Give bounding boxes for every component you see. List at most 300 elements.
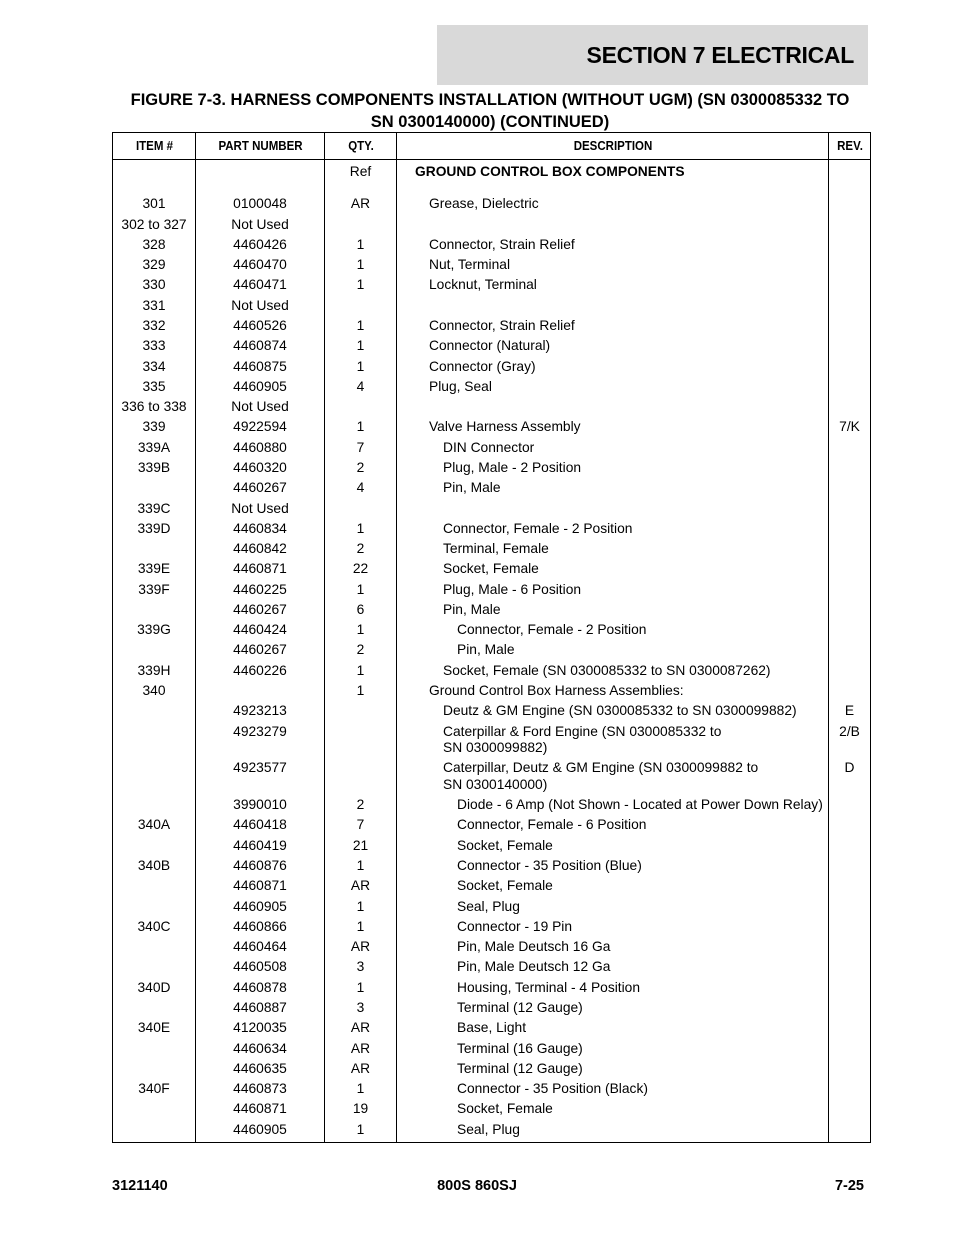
figure-title-line-2: SN 0300140000) (CONTINUED) bbox=[370, 113, 610, 131]
qty-cell: 7 bbox=[325, 816, 397, 836]
rev-cell bbox=[829, 194, 871, 214]
rev-cell bbox=[829, 377, 871, 397]
qty-cell: 7 bbox=[325, 438, 397, 458]
qty-cell: 1 bbox=[325, 519, 397, 539]
part-number-cell: 4923279 bbox=[196, 722, 325, 759]
description-text: Connector - 35 Position (Black) bbox=[457, 1081, 648, 1097]
item-cell: 340F bbox=[113, 1079, 196, 1099]
item-cell bbox=[113, 998, 196, 1018]
table-row bbox=[113, 296, 871, 316]
part-number-cell: Not Used bbox=[196, 397, 325, 417]
description-cell bbox=[397, 1120, 829, 1143]
qty-cell: AR bbox=[325, 194, 397, 214]
qty-cell: 4 bbox=[325, 377, 397, 397]
description-cell bbox=[397, 194, 829, 214]
item-cell: 333 bbox=[113, 336, 196, 356]
description-cell bbox=[397, 519, 829, 539]
description-text: Housing, Terminal - 4 Position bbox=[457, 979, 641, 995]
part-number-cell: 4460634 bbox=[196, 1039, 325, 1059]
description-text: DIN Connector bbox=[443, 439, 535, 455]
description-text: Valve Harness Assembly bbox=[429, 419, 581, 435]
part-number-cell: 4460508 bbox=[196, 958, 325, 978]
item-cell bbox=[113, 641, 196, 661]
qty-cell: 1 bbox=[325, 276, 397, 296]
description-text: Terminal, Female bbox=[443, 541, 549, 557]
table-row bbox=[113, 897, 871, 917]
description-text: Socket, Female bbox=[457, 878, 553, 894]
item-cell: 339H bbox=[113, 661, 196, 681]
item-cell: 331 bbox=[113, 296, 196, 316]
rev-cell: D bbox=[829, 758, 871, 795]
table-row bbox=[113, 194, 871, 214]
rev-cell bbox=[829, 438, 871, 458]
part-number-cell: 4460874 bbox=[196, 336, 325, 356]
qty-cell: 1 bbox=[325, 1079, 397, 1099]
part-number-cell: 4120035 bbox=[196, 1018, 325, 1038]
item-cell: 328 bbox=[113, 235, 196, 255]
rev-cell bbox=[829, 661, 871, 681]
description-text: Connector, Female - 2 Position bbox=[457, 622, 647, 638]
qty-cell bbox=[325, 758, 397, 795]
part-number-cell: 4460470 bbox=[196, 255, 325, 275]
qty-cell: 21 bbox=[325, 836, 397, 856]
column-header-description: DESCRIPTION bbox=[414, 133, 811, 160]
description-text: Pin, Male Deutsch 16 Ga bbox=[457, 939, 611, 955]
qty-cell: 2 bbox=[325, 539, 397, 559]
rev-cell bbox=[829, 276, 871, 296]
description-text-continued: SN 0300140000) bbox=[443, 776, 548, 792]
description-text: Locknut, Terminal bbox=[429, 277, 537, 293]
part-number-cell: 0100048 bbox=[196, 194, 325, 214]
rev-cell bbox=[829, 937, 871, 957]
description-text: GROUND CONTROL BOX COMPONENTS bbox=[415, 164, 685, 179]
qty-cell: 2 bbox=[325, 795, 397, 815]
qty-cell: 1 bbox=[325, 580, 397, 600]
description-cell bbox=[397, 600, 829, 620]
description-text: Plug, Male - 2 Position bbox=[443, 459, 582, 475]
qty-cell: 1 bbox=[325, 620, 397, 640]
description-text: Grease, Dielectric bbox=[429, 196, 539, 212]
part-number-cell: 4460426 bbox=[196, 235, 325, 255]
table-row bbox=[113, 958, 871, 978]
table-row bbox=[113, 559, 871, 579]
description-cell bbox=[397, 458, 829, 478]
description-cell bbox=[397, 701, 829, 721]
description-cell bbox=[397, 478, 829, 498]
rev-cell bbox=[829, 620, 871, 640]
item-cell: 334 bbox=[113, 357, 196, 377]
table-row bbox=[113, 836, 871, 856]
description-cell bbox=[397, 438, 829, 458]
part-number-cell: 4923213 bbox=[196, 701, 325, 721]
rev-cell bbox=[829, 336, 871, 356]
item-cell: 340B bbox=[113, 856, 196, 876]
rev-cell bbox=[829, 1120, 871, 1143]
description-text: Connector, Strain Relief bbox=[429, 317, 575, 333]
item-cell: 340 bbox=[113, 681, 196, 701]
part-number-cell: 4460834 bbox=[196, 519, 325, 539]
table-row bbox=[113, 1039, 871, 1059]
item-cell: 339D bbox=[113, 519, 196, 539]
description-cell bbox=[397, 722, 829, 759]
rev-cell bbox=[829, 897, 871, 917]
rev-cell: E bbox=[829, 701, 871, 721]
qty-cell: 22 bbox=[325, 559, 397, 579]
description-cell bbox=[397, 316, 829, 336]
table-row bbox=[113, 458, 871, 478]
item-cell: 339C bbox=[113, 499, 196, 519]
footer-model: 800S 860SJ bbox=[437, 1178, 517, 1194]
part-number-cell: 4460871 bbox=[196, 876, 325, 896]
spacer-cell bbox=[397, 182, 829, 194]
table-row bbox=[113, 519, 871, 539]
table-row bbox=[113, 1059, 871, 1079]
rev-cell bbox=[829, 795, 871, 815]
qty-cell: 1 bbox=[325, 417, 397, 437]
description-cell bbox=[397, 816, 829, 836]
item-cell bbox=[113, 722, 196, 759]
rev-cell bbox=[829, 255, 871, 275]
qty-cell: 1 bbox=[325, 235, 397, 255]
part-number-cell bbox=[196, 681, 325, 701]
rev-cell bbox=[829, 539, 871, 559]
item-cell bbox=[113, 160, 196, 183]
part-number-cell: 4460873 bbox=[196, 1079, 325, 1099]
item-cell bbox=[113, 795, 196, 815]
item-cell: 301 bbox=[113, 194, 196, 214]
part-number-cell: 4460842 bbox=[196, 539, 325, 559]
part-number-cell: 4460267 bbox=[196, 641, 325, 661]
description-cell bbox=[397, 958, 829, 978]
part-number-cell bbox=[196, 160, 325, 183]
item-cell: 302 to 327 bbox=[113, 215, 196, 235]
table-row bbox=[113, 160, 871, 183]
parts-table bbox=[112, 132, 871, 1143]
qty-cell: AR bbox=[325, 1039, 397, 1059]
rev-cell bbox=[829, 215, 871, 235]
description-text: Connector, Female - 6 Position bbox=[457, 817, 647, 833]
description-cell bbox=[397, 296, 829, 316]
rev-cell bbox=[829, 876, 871, 896]
description-text: Connector, Strain Relief bbox=[429, 236, 575, 252]
part-number-cell: 4460887 bbox=[196, 998, 325, 1018]
description-text: Connector - 19 Pin bbox=[457, 918, 573, 934]
item-cell: 340D bbox=[113, 978, 196, 998]
item-cell bbox=[113, 539, 196, 559]
table-row bbox=[113, 336, 871, 356]
rev-cell bbox=[829, 160, 871, 183]
description-text: Connector (Gray) bbox=[429, 358, 536, 374]
footer-page-number: 7-25 bbox=[834, 1178, 864, 1194]
rev-cell bbox=[829, 1039, 871, 1059]
rev-cell bbox=[829, 296, 871, 316]
table-row bbox=[113, 620, 871, 640]
item-cell bbox=[113, 1120, 196, 1143]
item-cell bbox=[113, 836, 196, 856]
footer-document-number: 3121140 bbox=[112, 1178, 168, 1194]
part-number-cell: 4460905 bbox=[196, 897, 325, 917]
part-number-cell: 4922594 bbox=[196, 417, 325, 437]
description-cell bbox=[397, 1099, 829, 1119]
item-cell bbox=[113, 478, 196, 498]
description-text: Pin, Male Deutsch 12 Ga bbox=[457, 959, 611, 975]
description-text: Terminal (16 Gauge) bbox=[457, 1040, 583, 1056]
qty-cell: 1 bbox=[325, 897, 397, 917]
rev-cell bbox=[829, 519, 871, 539]
table-row bbox=[113, 661, 871, 681]
part-number-cell: 4460871 bbox=[196, 1099, 325, 1119]
item-cell bbox=[113, 937, 196, 957]
table-row bbox=[113, 758, 871, 795]
item-cell: 339B bbox=[113, 458, 196, 478]
item-cell: 339A bbox=[113, 438, 196, 458]
qty-cell bbox=[325, 499, 397, 519]
description-cell bbox=[397, 539, 829, 559]
rev-cell: 2/B bbox=[829, 722, 871, 759]
description-cell bbox=[397, 357, 829, 377]
description-text: Socket, Female bbox=[457, 837, 553, 853]
description-text: Diode - 6 Amp (Not Shown - Located at Power Down Relay) bbox=[457, 797, 823, 813]
spacer-cell bbox=[829, 182, 871, 194]
rev-cell bbox=[829, 1018, 871, 1038]
part-number-cell: 4460880 bbox=[196, 438, 325, 458]
section-header bbox=[437, 25, 868, 85]
part-number-cell: Not Used bbox=[196, 499, 325, 519]
item-cell: 335 bbox=[113, 377, 196, 397]
table-row bbox=[113, 1018, 871, 1038]
table-row bbox=[113, 722, 871, 759]
item-cell bbox=[113, 876, 196, 896]
part-number-cell: 4460226 bbox=[196, 661, 325, 681]
qty-cell: AR bbox=[325, 1059, 397, 1079]
item-cell: 339G bbox=[113, 620, 196, 640]
rev-cell bbox=[829, 978, 871, 998]
description-cell bbox=[397, 681, 829, 701]
table-row bbox=[113, 856, 871, 876]
rev-cell bbox=[829, 478, 871, 498]
table-row bbox=[113, 1120, 871, 1143]
description-text: Seal, Plug bbox=[457, 898, 520, 914]
table-row bbox=[113, 876, 871, 896]
table-header-row bbox=[113, 133, 871, 160]
table-row bbox=[113, 377, 871, 397]
rev-cell bbox=[829, 458, 871, 478]
qty-cell: 1 bbox=[325, 856, 397, 876]
description-cell bbox=[397, 836, 829, 856]
column-header-rev: REV. bbox=[830, 133, 869, 160]
column-header-part-number: PART NUMBER bbox=[201, 133, 320, 160]
table-row bbox=[113, 937, 871, 957]
item-cell: 339 bbox=[113, 417, 196, 437]
part-number-cell: 4923577 bbox=[196, 758, 325, 795]
description-text: Terminal (12 Gauge) bbox=[457, 1060, 583, 1076]
rev-cell bbox=[829, 316, 871, 336]
figure-title-line-1: FIGURE 7-3. HARNESS COMPONENTS INSTALLATION (WITHOUT UGM) (SN 0300085332 TO bbox=[130, 91, 850, 109]
rev-cell bbox=[829, 958, 871, 978]
part-number-cell: 4460526 bbox=[196, 316, 325, 336]
part-number-cell: 4460635 bbox=[196, 1059, 325, 1079]
item-cell bbox=[113, 1039, 196, 1059]
description-cell bbox=[397, 917, 829, 937]
description-cell bbox=[397, 499, 829, 519]
description-cell bbox=[397, 1039, 829, 1059]
part-number-cell: 4460471 bbox=[196, 276, 325, 296]
spacer-cell bbox=[113, 182, 196, 194]
item-cell: 330 bbox=[113, 276, 196, 296]
rev-cell bbox=[829, 917, 871, 937]
description-text: Nut, Terminal bbox=[429, 257, 511, 273]
description-cell bbox=[397, 276, 829, 296]
rev-cell bbox=[829, 397, 871, 417]
description-cell bbox=[397, 417, 829, 437]
part-number-cell: 4460875 bbox=[196, 357, 325, 377]
qty-cell: 19 bbox=[325, 1099, 397, 1119]
part-number-cell: Not Used bbox=[196, 296, 325, 316]
description-text: Plug, Male - 6 Position bbox=[443, 581, 582, 597]
table-row bbox=[113, 478, 871, 498]
item-cell: 336 to 338 bbox=[113, 397, 196, 417]
rev-cell bbox=[829, 1099, 871, 1119]
table-row bbox=[113, 641, 871, 661]
description-cell bbox=[397, 758, 829, 795]
description-text: Pin, Male bbox=[457, 642, 515, 658]
part-number-cell: 4460267 bbox=[196, 600, 325, 620]
rev-cell bbox=[829, 235, 871, 255]
description-text: Socket, Female bbox=[443, 561, 539, 577]
qty-cell: 1 bbox=[325, 978, 397, 998]
description-text: Pin, Male bbox=[443, 601, 501, 617]
table-row bbox=[113, 276, 871, 296]
item-cell bbox=[113, 758, 196, 795]
qty-cell bbox=[325, 215, 397, 235]
description-cell bbox=[397, 937, 829, 957]
rev-cell bbox=[829, 856, 871, 876]
table-row bbox=[113, 1079, 871, 1099]
qty-cell: 2 bbox=[325, 641, 397, 661]
table-row bbox=[113, 681, 871, 701]
description-cell bbox=[397, 897, 829, 917]
rev-cell bbox=[829, 641, 871, 661]
description-text: Connector (Natural) bbox=[429, 338, 551, 354]
part-number-cell: 4460866 bbox=[196, 917, 325, 937]
description-cell bbox=[397, 856, 829, 876]
description-cell bbox=[397, 1059, 829, 1079]
description-text: Deutz & GM Engine (SN 0300085332 to SN 0300099882) bbox=[443, 703, 797, 719]
item-cell bbox=[113, 1099, 196, 1119]
item-cell: 340C bbox=[113, 917, 196, 937]
section-title: SECTION 7 ELECTRICAL bbox=[586, 41, 854, 68]
description-cell bbox=[397, 255, 829, 275]
qty-cell: 1 bbox=[325, 316, 397, 336]
part-number-cell: 4460320 bbox=[196, 458, 325, 478]
column-header-qty: QTY. bbox=[327, 133, 393, 160]
qty-cell bbox=[325, 296, 397, 316]
table-row bbox=[113, 539, 871, 559]
part-number-cell: 4460418 bbox=[196, 816, 325, 836]
description-text-continued: SN 0300099882) bbox=[443, 740, 548, 756]
rev-cell bbox=[829, 559, 871, 579]
table-row bbox=[113, 600, 871, 620]
description-text: Seal, Plug bbox=[457, 1121, 520, 1137]
description-cell bbox=[397, 1079, 829, 1099]
item-cell bbox=[113, 1059, 196, 1079]
description-cell bbox=[397, 998, 829, 1018]
qty-cell: 2 bbox=[325, 458, 397, 478]
rev-cell: 7/K bbox=[829, 417, 871, 437]
table-row bbox=[113, 255, 871, 275]
qty-cell: 1 bbox=[325, 336, 397, 356]
parts-table-body bbox=[113, 160, 871, 1143]
item-cell bbox=[113, 958, 196, 978]
part-number-cell: 4460876 bbox=[196, 856, 325, 876]
description-cell bbox=[397, 620, 829, 640]
rev-cell bbox=[829, 499, 871, 519]
rev-cell bbox=[829, 600, 871, 620]
item-cell bbox=[113, 701, 196, 721]
description-cell bbox=[397, 559, 829, 579]
description-cell bbox=[397, 876, 829, 896]
table-row bbox=[113, 580, 871, 600]
table-row bbox=[113, 215, 871, 235]
table-row bbox=[113, 499, 871, 519]
qty-cell bbox=[325, 722, 397, 759]
qty-cell: AR bbox=[325, 937, 397, 957]
description-text: Base, Light bbox=[457, 1020, 527, 1036]
item-cell: 339E bbox=[113, 559, 196, 579]
description-text: Connector, Female - 2 Position bbox=[443, 520, 633, 536]
qty-cell bbox=[325, 397, 397, 417]
table-row bbox=[113, 701, 871, 721]
rev-cell bbox=[829, 1059, 871, 1079]
qty-cell: 1 bbox=[325, 917, 397, 937]
qty-cell: 1 bbox=[325, 661, 397, 681]
qty-cell: 6 bbox=[325, 600, 397, 620]
description-text: Caterpillar & Ford Engine (SN 0300085332 to bbox=[443, 723, 722, 739]
description-text: Caterpillar, Deutz & GM Engine (SN 0300099882 to bbox=[443, 760, 759, 776]
part-number-cell: 4460419 bbox=[196, 836, 325, 856]
rev-cell bbox=[829, 1079, 871, 1099]
table-row bbox=[113, 816, 871, 836]
qty-cell: AR bbox=[325, 876, 397, 896]
rev-cell bbox=[829, 357, 871, 377]
qty-cell: Ref bbox=[325, 160, 397, 183]
item-cell: 329 bbox=[113, 255, 196, 275]
description-text: Plug, Seal bbox=[429, 378, 492, 394]
description-cell bbox=[397, 215, 829, 235]
table-row bbox=[113, 397, 871, 417]
part-number-cell: 4460464 bbox=[196, 937, 325, 957]
qty-cell: AR bbox=[325, 1018, 397, 1038]
part-number-cell: 4460225 bbox=[196, 580, 325, 600]
figure-title bbox=[100, 89, 880, 133]
part-number-cell: Not Used bbox=[196, 215, 325, 235]
qty-cell: 1 bbox=[325, 255, 397, 275]
item-cell: 340E bbox=[113, 1018, 196, 1038]
description-cell bbox=[397, 160, 829, 183]
qty-cell: 3 bbox=[325, 958, 397, 978]
qty-cell: 1 bbox=[325, 1120, 397, 1143]
item-cell: 339F bbox=[113, 580, 196, 600]
description-cell bbox=[397, 795, 829, 815]
rev-cell bbox=[829, 998, 871, 1018]
description-cell bbox=[397, 397, 829, 417]
description-text: Ground Control Box Harness Assemblies: bbox=[429, 683, 684, 699]
description-cell bbox=[397, 336, 829, 356]
description-text: Terminal (12 Gauge) bbox=[457, 999, 583, 1015]
table-row bbox=[113, 998, 871, 1018]
description-cell bbox=[397, 580, 829, 600]
description-cell bbox=[397, 377, 829, 397]
